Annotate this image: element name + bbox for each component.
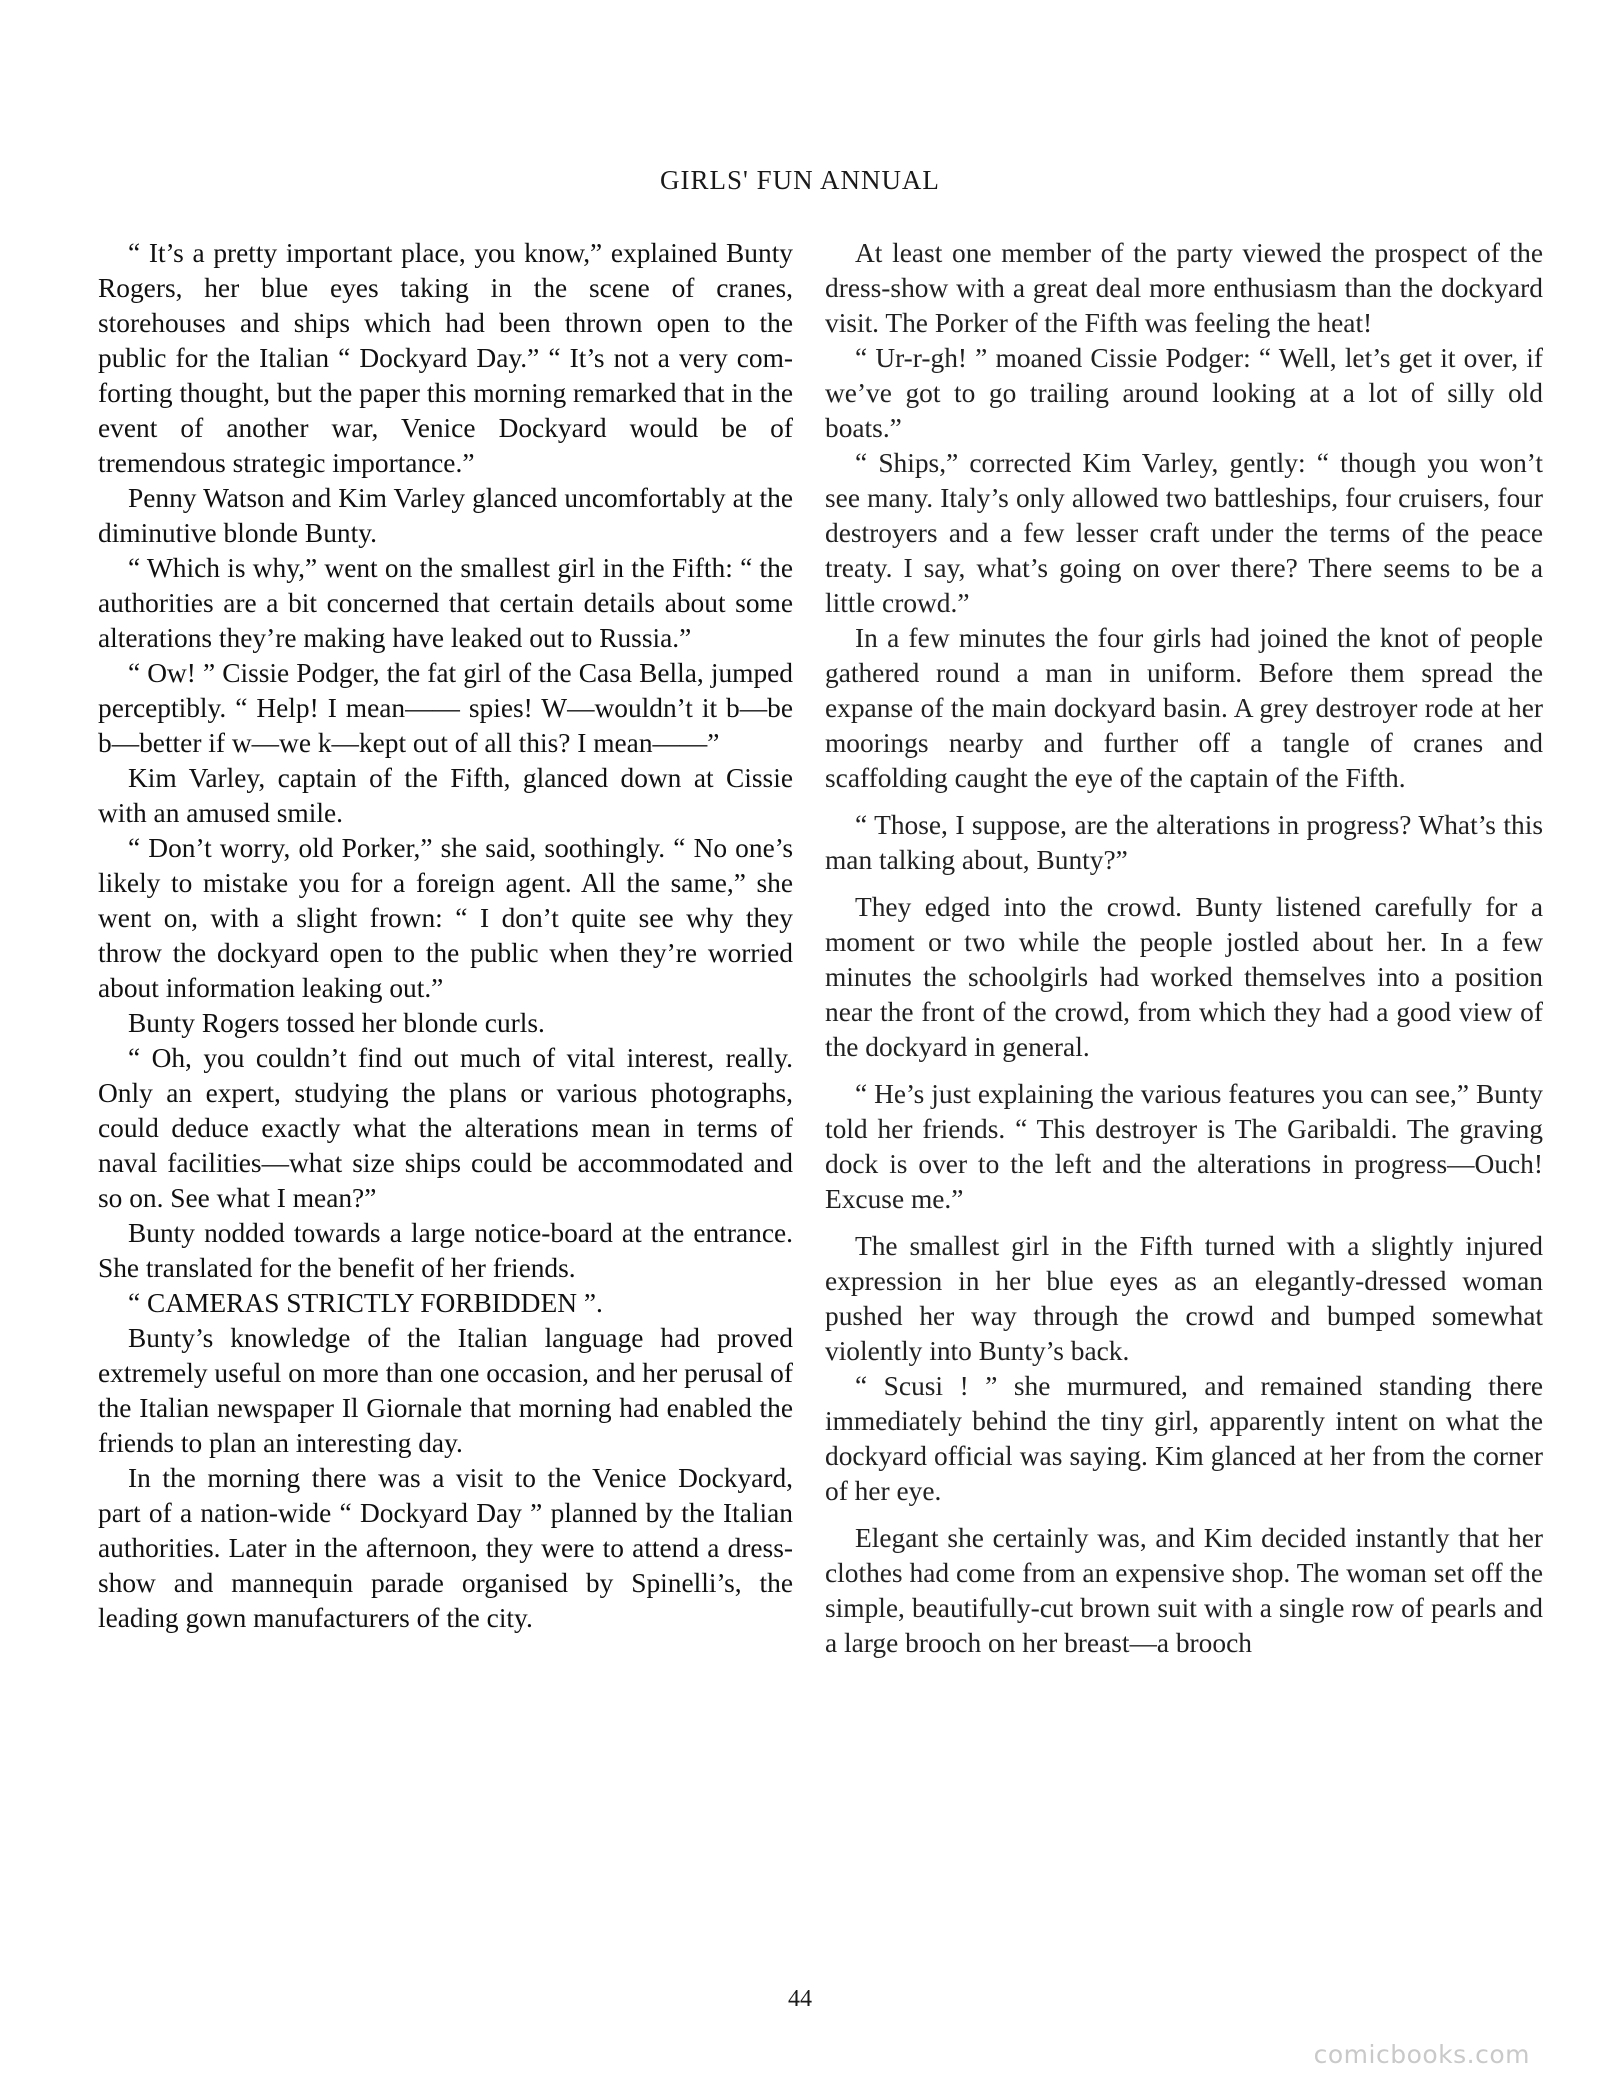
right-column [825,236,1543,1661]
paragraph: They edged into the crowd. Bunty listened carefully for a moment or two while the people jostled about her. In a few minutes the schoolgirls had worked themselves into a position near the front of the crowd, from which they had a good view of the dockyard in general. [825,892,1543,1062]
paragraph: “ Ships,” corrected Kim Varley, gently: “ though you won’t see many. Italy’s only allowed two battleships, four cruisers, four destroyers and a few lesser craft under the terms of the peace treaty. I say, what’s going on over there? There seems to be a little crowd.” [825,448,1543,618]
paragraph: “ Which is why,” went on the smallest girl in the Fifth: “ the authorities are a bit concerned that certain details about some alterations they’re making have leaked out to Russia.” [98,553,793,653]
paragraph: “ CAMERAS STRICTLY FORBIDDEN ”. [128,1288,603,1318]
paragraph: Bunty’s knowledge of the Italian language had proved extremely useful on more than one occasion, and her perusal of the Italian newspaper Il Giornale that morning had enabled the friends to plan an interesting day. [98,1323,793,1458]
paragraph: Penny Watson and Kim Varley glanced uncomfortably at the diminutive blonde Bunty. [98,483,793,548]
paragraph: “ He’s just explaining the various features you can see,” Bunty told her friends. “ This destroyer is The Garibaldi. The graving dock is over to the left and the alterations in progress—Ouch! Excuse me.” [825,1079,1543,1214]
paragraph: “ It’s a pretty important place, you know,” explained Bunty Rogers, her blue eyes taking in the scene of cranes, storehouses and ships which had been thrown open to the public for the Italian “ Dockyard Day.” “ It’s not a very comforting thought, but the paper this morning remarked that in the event of another war, Venice Dockyard would be of tremendous strategic importance.” [98,238,793,478]
paragraph: At least one member of the party viewed the prospect of the dress-show with a great deal more enthusiasm than the dockyard visit. The Porker of the Fifth was feeling the heat! [825,238,1543,338]
paragraph: In a few minutes the four girls had joined the knot of people gathered round a man in uniform. Before them spread the expanse of the main dockyard basin. A grey destroyer rode at her moorings nearby and further off a tangle of cranes and scaffolding caught the eye of the captain of the Fifth. [825,623,1543,793]
paragraph: “ Those, I suppose, are the alterations in progress? What’s this man talking about, Bunty?” [825,810,1543,875]
paragraph: Bunty nodded towards a large notice-board at the entrance. She translated for the benefit of her friends. [98,1218,793,1283]
running-title: GIRLS' FUN ANNUAL [660,165,940,195]
paragraph: Bunty Rogers tossed her blonde curls. [128,1008,545,1038]
paragraph: “ Oh, you couldn’t find out much of vital interest, really. Only an expert, studying the plans or various photographs, could deduce exactly what the alterations mean in terms of naval facilities—what size ships could be accommodated and so on. See what I mean?” [98,1043,793,1213]
paragraph: Elegant she certainly was, and Kim decided instantly that her clothes had come from an expensive shop. The woman set off the simple, beautifully-cut brown suit with a single row of pearls and a large brooch on her breast—a brooch [825,1523,1543,1658]
paragraph: The smallest girl in the Fifth turned with a slightly injured expression in her blue eyes as an elegantly-dressed woman pushed her way through the crowd and bumped somewhat violently into Bunty’s back. [825,1231,1543,1366]
paragraph: In the morning there was a visit to the Venice Dockyard, part of a nation-wide “ Dockyard Day ” planned by the Italian authorities. Later in the afternoon, they were to attend a dress-show and mannequin parade organised by Spinelli’s, the leading gown manufacturers of the city. [98,1463,793,1633]
paragraph: “ Ur-r-gh! ” moaned Cissie Podger: “ Well, let’s get it over, if we’ve got to go trailing around looking at a lot of silly old boats.” [825,343,1543,443]
watermark-text: comicbooks.com [1313,2040,1530,2069]
paragraph: Kim Varley, captain of the Fifth, glanced down at Cissie with an amused smile. [98,763,793,828]
left-column [98,236,793,1636]
paragraph: “ Scusi ! ” she murmured, and remained standing there immediately behind the tiny girl, apparently intent on what the dockyard official was saying. Kim glanced at her from the corner of her eye. [825,1371,1543,1506]
page-number: 44 [788,1986,812,2012]
paragraph: “ Don’t worry, old Porker,” she said, soothingly. “ No one’s likely to mistake you for a foreign agent. All the same,” she went on, with a slight frown: “ I don’t quite see why they throw the dockyard open to the public when they’re worried about information leaking out.” [98,833,793,1003]
paragraph: “ Ow! ” Cissie Podger, the fat girl of the Casa Bella, jumped perceptibly. “ Help! I mean—— spies! W—wouldn’t it b—be b—better if w—we k—kept out of all this? I mean——” [98,658,793,758]
